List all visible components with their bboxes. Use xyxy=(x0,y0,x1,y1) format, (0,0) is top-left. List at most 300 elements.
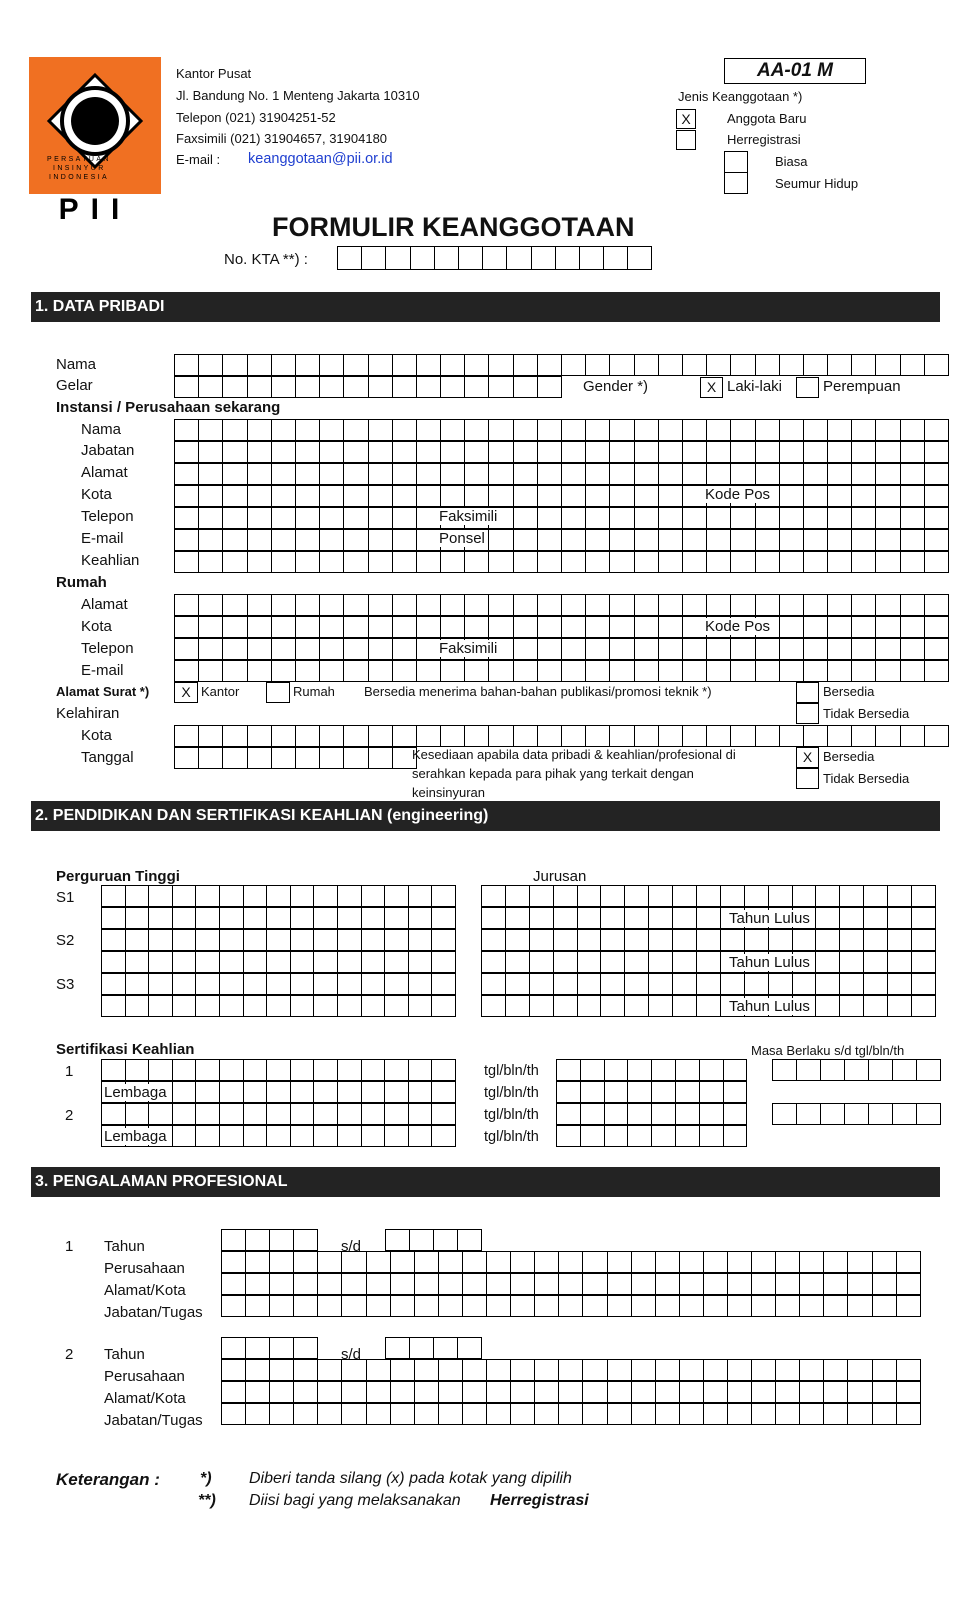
input-cell[interactable] xyxy=(222,1337,246,1359)
input-cell[interactable] xyxy=(901,529,925,551)
input-cell[interactable] xyxy=(707,551,731,573)
input-cell[interactable] xyxy=(415,1381,439,1403)
input-cell[interactable] xyxy=(581,1103,605,1125)
input-cell[interactable] xyxy=(610,660,634,682)
input-cell[interactable] xyxy=(610,594,634,616)
input-cell[interactable] xyxy=(391,1251,415,1273)
input-cell[interactable] xyxy=(601,929,625,951)
input-cell[interactable] xyxy=(780,463,804,485)
input-cell[interactable] xyxy=(804,441,828,463)
input-cell[interactable] xyxy=(828,485,852,507)
input-cell[interactable] xyxy=(680,1403,704,1425)
input-cell[interactable] xyxy=(393,507,417,529)
input-cell[interactable] xyxy=(673,907,697,929)
input-cell[interactable] xyxy=(489,441,513,463)
s2-university-input-b[interactable] xyxy=(101,951,456,973)
input-cell[interactable] xyxy=(314,1081,338,1103)
input-cell[interactable] xyxy=(776,1359,800,1381)
input-cell[interactable] xyxy=(173,929,197,951)
input-cell[interactable] xyxy=(676,1103,700,1125)
input-cell[interactable] xyxy=(362,973,386,995)
input-cell[interactable] xyxy=(816,951,840,973)
input-cell[interactable] xyxy=(296,660,320,682)
input-cell[interactable] xyxy=(514,616,538,638)
input-cell[interactable] xyxy=(659,594,683,616)
input-cell[interactable] xyxy=(296,725,320,747)
input-cell[interactable] xyxy=(586,660,610,682)
address-input[interactable] xyxy=(174,463,949,485)
input-cell[interactable] xyxy=(756,594,780,616)
input-cell[interactable] xyxy=(173,1103,197,1125)
input-cell[interactable] xyxy=(635,638,659,660)
input-cell[interactable] xyxy=(314,1125,338,1147)
input-cell[interactable] xyxy=(296,638,320,660)
input-cell[interactable] xyxy=(417,376,441,398)
input-cell[interactable] xyxy=(824,1403,848,1425)
input-cell[interactable] xyxy=(320,376,344,398)
input-cell[interactable] xyxy=(704,1359,728,1381)
input-cell[interactable] xyxy=(463,1295,487,1317)
input-cell[interactable] xyxy=(557,1059,581,1081)
input-cell[interactable] xyxy=(199,616,223,638)
input-cell[interactable] xyxy=(126,995,150,1017)
input-cell[interactable] xyxy=(344,551,368,573)
input-cell[interactable] xyxy=(586,594,610,616)
input-cell[interactable] xyxy=(559,1295,583,1317)
input-cell[interactable] xyxy=(538,376,562,398)
input-cell[interactable] xyxy=(296,529,320,551)
input-cell[interactable] xyxy=(338,907,362,929)
input-cell[interactable] xyxy=(538,529,562,551)
input-cell[interactable] xyxy=(220,885,244,907)
input-cell[interactable] xyxy=(248,747,272,769)
input-cell[interactable] xyxy=(925,594,949,616)
input-cell[interactable] xyxy=(756,463,780,485)
input-cell[interactable] xyxy=(393,594,417,616)
input-cell[interactable] xyxy=(102,907,126,929)
input-cell[interactable] xyxy=(635,725,659,747)
input-cell[interactable] xyxy=(369,660,393,682)
input-cell[interactable] xyxy=(175,551,199,573)
input-cell[interactable] xyxy=(697,995,721,1017)
input-cell[interactable] xyxy=(417,551,441,573)
input-cell[interactable] xyxy=(294,1403,318,1425)
input-cell[interactable] xyxy=(901,485,925,507)
input-cell[interactable] xyxy=(586,551,610,573)
input-cell[interactable] xyxy=(410,1229,434,1251)
input-cell[interactable] xyxy=(700,1103,724,1125)
input-cell[interactable] xyxy=(417,616,441,638)
input-cell[interactable] xyxy=(483,246,507,270)
input-cell[interactable] xyxy=(610,529,634,551)
input-cell[interactable] xyxy=(246,1403,270,1425)
input-cell[interactable] xyxy=(780,507,804,529)
input-cell[interactable] xyxy=(246,1381,270,1403)
input-cell[interactable] xyxy=(432,995,456,1017)
input-cell[interactable] xyxy=(270,1273,294,1295)
input-cell[interactable] xyxy=(196,929,220,951)
input-cell[interactable] xyxy=(912,995,936,1017)
input-cell[interactable] xyxy=(435,246,459,270)
input-cell[interactable] xyxy=(487,1359,511,1381)
input-cell[interactable] xyxy=(824,1273,848,1295)
input-cell[interactable] xyxy=(246,1337,270,1359)
input-cell[interactable] xyxy=(873,1251,897,1273)
input-cell[interactable] xyxy=(707,463,731,485)
input-cell[interactable] xyxy=(482,951,506,973)
input-cell[interactable] xyxy=(586,485,610,507)
input-cell[interactable] xyxy=(780,594,804,616)
input-cell[interactable] xyxy=(367,1381,391,1403)
input-cell[interactable] xyxy=(925,354,949,376)
cert-1-date-input[interactable] xyxy=(556,1059,747,1081)
input-cell[interactable] xyxy=(845,1059,869,1081)
input-cell[interactable] xyxy=(649,995,673,1017)
input-cell[interactable] xyxy=(441,725,465,747)
input-cell[interactable] xyxy=(369,725,393,747)
input-cell[interactable] xyxy=(876,441,900,463)
input-cell[interactable] xyxy=(728,1403,752,1425)
input-cell[interactable] xyxy=(196,1059,220,1081)
input-cell[interactable] xyxy=(432,951,456,973)
input-cell[interactable] xyxy=(385,1103,409,1125)
input-cell[interactable] xyxy=(800,1403,824,1425)
input-cell[interactable] xyxy=(272,638,296,660)
input-cell[interactable] xyxy=(562,638,586,660)
input-cell[interactable] xyxy=(797,1103,821,1125)
input-cell[interactable] xyxy=(409,951,433,973)
input-cell[interactable] xyxy=(925,463,949,485)
input-cell[interactable] xyxy=(222,1359,246,1381)
input-cell[interactable] xyxy=(441,419,465,441)
input-cell[interactable] xyxy=(925,485,949,507)
input-cell[interactable] xyxy=(776,1381,800,1403)
input-cell[interactable] xyxy=(272,747,296,769)
input-cell[interactable] xyxy=(220,951,244,973)
input-cell[interactable] xyxy=(925,551,949,573)
input-cell[interactable] xyxy=(196,951,220,973)
input-cell[interactable] xyxy=(562,616,586,638)
input-cell[interactable] xyxy=(852,638,876,660)
input-cell[interactable] xyxy=(320,594,344,616)
input-cell[interactable] xyxy=(270,1251,294,1273)
input-cell[interactable] xyxy=(901,551,925,573)
input-cell[interactable] xyxy=(369,463,393,485)
input-cell[interactable] xyxy=(554,973,578,995)
input-cell[interactable] xyxy=(683,419,707,441)
input-cell[interactable] xyxy=(173,1081,197,1103)
input-cell[interactable] xyxy=(586,529,610,551)
input-cell[interactable] xyxy=(393,616,417,638)
input-cell[interactable] xyxy=(780,725,804,747)
input-cell[interactable] xyxy=(652,1059,676,1081)
input-cell[interactable] xyxy=(248,660,272,682)
input-cell[interactable] xyxy=(393,660,417,682)
input-cell[interactable] xyxy=(465,594,489,616)
input-cell[interactable] xyxy=(901,725,925,747)
input-cell[interactable] xyxy=(578,973,602,995)
input-cell[interactable] xyxy=(314,929,338,951)
input-cell[interactable] xyxy=(605,1125,629,1147)
input-cell[interactable] xyxy=(223,485,247,507)
input-cell[interactable] xyxy=(804,463,828,485)
input-cell[interactable] xyxy=(369,616,393,638)
input-cell[interactable] xyxy=(296,463,320,485)
input-cell[interactable] xyxy=(683,638,707,660)
input-cell[interactable] xyxy=(415,1403,439,1425)
input-cell[interactable] xyxy=(852,616,876,638)
input-cell[interactable] xyxy=(489,551,513,573)
cert-1-input[interactable] xyxy=(101,1059,456,1081)
input-cell[interactable] xyxy=(314,973,338,995)
input-cell[interactable] xyxy=(270,1359,294,1381)
input-cell[interactable] xyxy=(362,1059,386,1081)
input-cell[interactable] xyxy=(608,1403,632,1425)
input-cell[interactable] xyxy=(635,441,659,463)
input-cell[interactable] xyxy=(780,441,804,463)
input-cell[interactable] xyxy=(769,929,793,951)
input-cell[interactable] xyxy=(731,638,755,660)
input-cell[interactable] xyxy=(756,551,780,573)
input-cell[interactable] xyxy=(175,441,199,463)
input-cell[interactable] xyxy=(415,1273,439,1295)
office-email-link[interactable]: keanggotaan@pii.or.id xyxy=(248,151,393,167)
input-cell[interactable] xyxy=(769,885,793,907)
input-cell[interactable] xyxy=(632,1251,656,1273)
input-cell[interactable] xyxy=(465,660,489,682)
input-cell[interactable] xyxy=(367,1273,391,1295)
input-cell[interactable] xyxy=(267,973,291,995)
input-cell[interactable] xyxy=(409,1059,433,1081)
input-cell[interactable] xyxy=(828,638,852,660)
input-cell[interactable] xyxy=(196,973,220,995)
input-cell[interactable] xyxy=(562,660,586,682)
input-cell[interactable] xyxy=(385,973,409,995)
input-cell[interactable] xyxy=(707,441,731,463)
input-cell[interactable] xyxy=(459,246,483,270)
input-cell[interactable] xyxy=(220,995,244,1017)
input-cell[interactable] xyxy=(562,551,586,573)
reregistration-checkbox[interactable] xyxy=(676,130,696,150)
input-cell[interactable] xyxy=(338,995,362,1017)
input-cell[interactable] xyxy=(344,507,368,529)
input-cell[interactable] xyxy=(514,725,538,747)
input-cell[interactable] xyxy=(864,907,888,929)
input-cell[interactable] xyxy=(199,441,223,463)
input-cell[interactable] xyxy=(318,1273,342,1295)
input-cell[interactable] xyxy=(385,885,409,907)
input-cell[interactable] xyxy=(291,1125,315,1147)
input-cell[interactable] xyxy=(562,441,586,463)
input-cell[interactable] xyxy=(697,929,721,951)
input-cell[interactable] xyxy=(342,1403,366,1425)
input-cell[interactable] xyxy=(773,1059,797,1081)
input-cell[interactable] xyxy=(196,907,220,929)
input-cell[interactable] xyxy=(432,1081,456,1103)
input-cell[interactable] xyxy=(173,951,197,973)
input-cell[interactable] xyxy=(338,246,362,270)
input-cell[interactable] xyxy=(244,995,268,1017)
input-cell[interactable] xyxy=(223,747,247,769)
input-cell[interactable] xyxy=(869,1059,893,1081)
input-cell[interactable] xyxy=(432,885,456,907)
input-cell[interactable] xyxy=(514,485,538,507)
input-cell[interactable] xyxy=(804,638,828,660)
input-cell[interactable] xyxy=(731,551,755,573)
input-cell[interactable] xyxy=(852,485,876,507)
input-cell[interactable] xyxy=(673,929,697,951)
input-cell[interactable] xyxy=(538,725,562,747)
input-cell[interactable] xyxy=(776,1273,800,1295)
input-cell[interactable] xyxy=(199,485,223,507)
input-cell[interactable] xyxy=(175,507,199,529)
input-cell[interactable] xyxy=(511,1251,535,1273)
input-cell[interactable] xyxy=(415,1251,439,1273)
input-cell[interactable] xyxy=(586,354,610,376)
input-cell[interactable] xyxy=(840,951,864,973)
input-cell[interactable] xyxy=(149,907,173,929)
input-cell[interactable] xyxy=(223,376,247,398)
input-cell[interactable] xyxy=(673,995,697,1017)
input-cell[interactable] xyxy=(780,638,804,660)
input-cell[interactable] xyxy=(102,951,126,973)
input-cell[interactable] xyxy=(220,929,244,951)
input-cell[interactable] xyxy=(320,747,344,769)
input-cell[interactable] xyxy=(175,463,199,485)
input-cell[interactable] xyxy=(804,507,828,529)
input-cell[interactable] xyxy=(535,1251,559,1273)
input-cell[interactable] xyxy=(680,1251,704,1273)
input-cell[interactable] xyxy=(367,1403,391,1425)
input-cell[interactable] xyxy=(731,419,755,441)
exp-2-company-input[interactable] xyxy=(221,1359,921,1381)
input-cell[interactable] xyxy=(683,441,707,463)
input-cell[interactable] xyxy=(925,419,949,441)
input-cell[interactable] xyxy=(102,995,126,1017)
input-cell[interactable] xyxy=(417,660,441,682)
input-cell[interactable] xyxy=(873,1359,897,1381)
input-cell[interactable] xyxy=(175,616,199,638)
input-cell[interactable] xyxy=(601,995,625,1017)
input-cell[interactable] xyxy=(731,594,755,616)
input-cell[interactable] xyxy=(246,1273,270,1295)
input-cell[interactable] xyxy=(173,995,197,1017)
input-cell[interactable] xyxy=(369,594,393,616)
input-cell[interactable] xyxy=(489,616,513,638)
s1-major-input-b[interactable] xyxy=(481,907,936,929)
input-cell[interactable] xyxy=(776,1251,800,1273)
input-cell[interactable] xyxy=(272,725,296,747)
input-cell[interactable] xyxy=(828,660,852,682)
input-cell[interactable] xyxy=(635,507,659,529)
input-cell[interactable] xyxy=(175,419,199,441)
input-cell[interactable] xyxy=(199,725,223,747)
input-cell[interactable] xyxy=(318,1295,342,1317)
input-cell[interactable] xyxy=(586,507,610,529)
input-cell[interactable] xyxy=(294,1229,318,1251)
home-email-input[interactable] xyxy=(174,660,949,682)
input-cell[interactable] xyxy=(756,638,780,660)
input-cell[interactable] xyxy=(344,419,368,441)
input-cell[interactable] xyxy=(126,951,150,973)
input-cell[interactable] xyxy=(432,929,456,951)
input-cell[interactable] xyxy=(267,1125,291,1147)
input-cell[interactable] xyxy=(342,1381,366,1403)
input-cell[interactable] xyxy=(246,1229,270,1251)
input-cell[interactable] xyxy=(816,885,840,907)
input-cell[interactable] xyxy=(318,1403,342,1425)
input-cell[interactable] xyxy=(724,1125,748,1147)
input-cell[interactable] xyxy=(680,1273,704,1295)
input-cell[interactable] xyxy=(367,1251,391,1273)
input-cell[interactable] xyxy=(432,973,456,995)
input-cell[interactable] xyxy=(296,354,320,376)
input-cell[interactable] xyxy=(272,507,296,529)
input-cell[interactable] xyxy=(538,354,562,376)
input-cell[interactable] xyxy=(149,1103,173,1125)
input-cell[interactable] xyxy=(673,951,697,973)
input-cell[interactable] xyxy=(149,885,173,907)
s3-major-input-b[interactable] xyxy=(481,995,936,1017)
willing-checkbox[interactable] xyxy=(796,682,819,703)
input-cell[interactable] xyxy=(248,529,272,551)
input-cell[interactable] xyxy=(556,246,580,270)
input-cell[interactable] xyxy=(659,419,683,441)
input-cell[interactable] xyxy=(605,1081,629,1103)
input-cell[interactable] xyxy=(439,1273,463,1295)
input-cell[interactable] xyxy=(458,1229,482,1251)
input-cell[interactable] xyxy=(199,463,223,485)
input-cell[interactable] xyxy=(175,660,199,682)
input-cell[interactable] xyxy=(800,1359,824,1381)
input-cell[interactable] xyxy=(901,463,925,485)
input-cell[interactable] xyxy=(314,885,338,907)
s2-university-input-a[interactable] xyxy=(101,929,456,951)
input-cell[interactable] xyxy=(320,463,344,485)
input-cell[interactable] xyxy=(780,485,804,507)
input-cell[interactable] xyxy=(780,551,804,573)
input-cell[interactable] xyxy=(605,1059,629,1081)
input-cell[interactable] xyxy=(244,1059,268,1081)
input-cell[interactable] xyxy=(800,1273,824,1295)
input-cell[interactable] xyxy=(876,463,900,485)
input-cell[interactable] xyxy=(417,441,441,463)
input-cell[interactable] xyxy=(583,1359,607,1381)
input-cell[interactable] xyxy=(369,376,393,398)
input-cell[interactable] xyxy=(707,507,731,529)
input-cell[interactable] xyxy=(724,1103,748,1125)
input-cell[interactable] xyxy=(804,725,828,747)
input-cell[interactable] xyxy=(704,1251,728,1273)
input-cell[interactable] xyxy=(864,885,888,907)
input-cell[interactable] xyxy=(649,951,673,973)
input-cell[interactable] xyxy=(530,907,554,929)
input-cell[interactable] xyxy=(656,1251,680,1273)
input-cell[interactable] xyxy=(385,951,409,973)
input-cell[interactable] xyxy=(848,1295,872,1317)
input-cell[interactable] xyxy=(731,725,755,747)
input-cell[interactable] xyxy=(223,419,247,441)
input-cell[interactable] xyxy=(635,419,659,441)
input-cell[interactable] xyxy=(296,441,320,463)
input-cell[interactable] xyxy=(728,1295,752,1317)
input-cell[interactable] xyxy=(869,1103,893,1125)
input-cell[interactable] xyxy=(175,485,199,507)
input-cell[interactable] xyxy=(342,1359,366,1381)
input-cell[interactable] xyxy=(173,1059,197,1081)
input-cell[interactable] xyxy=(731,529,755,551)
input-cell[interactable] xyxy=(248,419,272,441)
